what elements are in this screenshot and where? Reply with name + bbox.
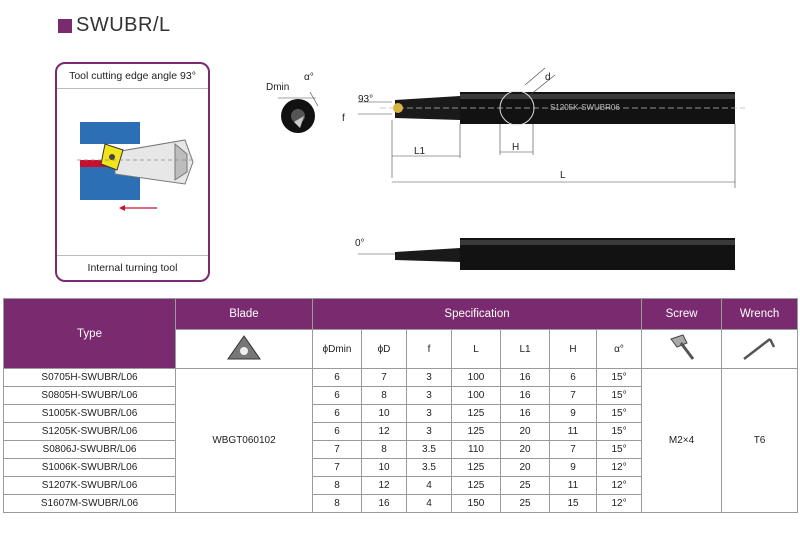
cell-h: 11 (550, 477, 597, 495)
cell-h: 7 (550, 387, 597, 405)
cell-d: 12 (362, 477, 407, 495)
cell-h: 7 (550, 441, 597, 459)
header-specification: Specification (313, 299, 642, 330)
cell-h: 9 (550, 405, 597, 423)
screw-icon (642, 330, 722, 369)
cell-blade: WBGT060102 (176, 369, 313, 513)
cell-type: S0805H-SWUBR/L06 (4, 387, 176, 405)
cell-d: 8 (362, 441, 407, 459)
cell-dmin: 7 (313, 459, 362, 477)
cell-f: 4 (407, 495, 452, 513)
label-l: L (560, 170, 566, 181)
cell-l1: 20 (501, 423, 550, 441)
title-block (58, 14, 171, 37)
subheader-dmin: ϕDmin (313, 330, 362, 369)
cell-type: S1207K-SWUBR/L06 (4, 477, 176, 495)
cell-l1: 20 (501, 459, 550, 477)
cutting-illustration-box (55, 62, 210, 282)
cell-l: 100 (452, 387, 501, 405)
cell-alpha: 15° (597, 387, 642, 405)
label-alpha: α° (304, 72, 314, 83)
cell-screw: M2×4 (642, 369, 722, 513)
cell-alpha: 15° (597, 369, 642, 387)
cell-dmin: 6 (313, 369, 362, 387)
cell-l: 125 (452, 405, 501, 423)
cell-l: 100 (452, 369, 501, 387)
cell-type: S0806J-SWUBR/L06 (4, 441, 176, 459)
cell-l1: 25 (501, 477, 550, 495)
subheader-f: f (407, 330, 452, 369)
cell-type: S1607M-SWUBR/L06 (4, 495, 176, 513)
cell-dmin: 6 (313, 405, 362, 423)
cell-l1: 25 (501, 495, 550, 513)
cell-d: 10 (362, 405, 407, 423)
cell-d: 16 (362, 495, 407, 513)
cell-type: S0705H-SWUBR/L06 (4, 369, 176, 387)
caption-cutting-angle: Tool cutting edge angle 93° (69, 70, 196, 82)
cell-alpha: 12° (597, 459, 642, 477)
cell-dmin: 6 (313, 423, 362, 441)
cell-dmin: 8 (313, 495, 362, 513)
cell-dmin: 7 (313, 441, 362, 459)
subheader-alpha: α° (597, 330, 642, 369)
subheader-l: L (452, 330, 501, 369)
label-h: H (512, 142, 520, 153)
subheader-h: H (550, 330, 597, 369)
spec-table (3, 298, 798, 513)
cell-f: 3 (407, 387, 452, 405)
internal-turning-diagram (75, 122, 195, 222)
cell-dmin: 6 (313, 387, 362, 405)
cell-l1: 16 (501, 369, 550, 387)
cell-f: 3 (407, 405, 452, 423)
cell-alpha: 12° (597, 495, 642, 513)
table-row (4, 369, 798, 387)
subheader-l1: L1 (501, 330, 550, 369)
caption-divider-bottom (57, 255, 208, 256)
title-marker (58, 19, 72, 33)
header-blade: Blade (176, 299, 313, 330)
cell-l: 125 (452, 423, 501, 441)
cell-l: 150 (452, 495, 501, 513)
cell-d: 8 (362, 387, 407, 405)
cell-h: 9 (550, 459, 597, 477)
cell-f: 3 (407, 369, 452, 387)
tool-side-view-bottom (340, 232, 750, 277)
header-screw: Screw (642, 299, 722, 330)
label-d: d (545, 72, 551, 83)
blade-insert-image (176, 330, 313, 369)
cell-l: 125 (452, 477, 501, 495)
cell-alpha: 15° (597, 423, 642, 441)
label-l1: L1 (414, 146, 426, 157)
cell-f: 4 (407, 477, 452, 495)
cell-l: 125 (452, 459, 501, 477)
cell-l: 110 (452, 441, 501, 459)
cell-alpha: 15° (597, 441, 642, 459)
caption-divider-top (57, 88, 208, 89)
cell-h: 15 (550, 495, 597, 513)
cell-h: 6 (550, 369, 597, 387)
cell-alpha: 12° (597, 477, 642, 495)
header-type: Type (4, 299, 176, 369)
cell-d: 12 (362, 423, 407, 441)
cell-h: 11 (550, 423, 597, 441)
cell-type: S1005K-SWUBR/L06 (4, 405, 176, 423)
cell-l1: 16 (501, 387, 550, 405)
engraving-text: S1205K-SWUBR06 (550, 103, 620, 112)
label-f: f (342, 113, 345, 124)
cell-f: 3.5 (407, 459, 452, 477)
cell-type: S1006K-SWUBR/L06 (4, 459, 176, 477)
header-wrench: Wrench (722, 299, 798, 330)
label-dmin: Dmin (266, 82, 290, 93)
cell-d: 10 (362, 459, 407, 477)
cell-f: 3 (407, 423, 452, 441)
cell-f: 3.5 (407, 441, 452, 459)
caption-internal-turning: Internal turning tool (87, 262, 178, 274)
wrench-icon (722, 330, 798, 369)
cell-wrench: T6 (722, 369, 798, 513)
page-title: SWUBR/L (76, 14, 171, 36)
cell-dmin: 8 (313, 477, 362, 495)
cell-l1: 16 (501, 405, 550, 423)
cell-d: 7 (362, 369, 407, 387)
subheader-d: ϕD (362, 330, 407, 369)
cell-l1: 20 (501, 441, 550, 459)
label-zero-angle: 0° (355, 238, 365, 249)
cell-alpha: 15° (597, 405, 642, 423)
label-angle-93: 93° (358, 94, 374, 105)
cell-type: S1205K-SWUBR/L06 (4, 423, 176, 441)
